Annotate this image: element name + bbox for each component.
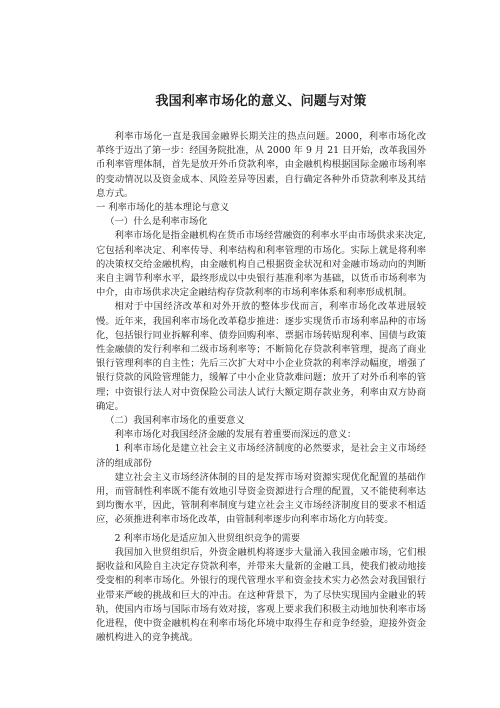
point-heading-2: 2 利率市场化是适应加入世贸组织竞争的需要 [114, 532, 301, 544]
paragraph-definition: 利率市场化是指金融机构在货币市场经营融资的利率水平由市场供求来决定,它包括利率决定、利率传导、利率结构和利率管理的市场化。实际上就是将利率的决策权交给金融机构，由金融机构自己根据资金状况和对金融市场动向的判断来自主调节利率水平，最终形成以中央银行基准利率为基础，以货币市场利率为中介，由市场供求决定金融结构存贷款利率的市场利率体系和利率形成机制。 [96, 230, 426, 299]
point-heading-1: 1 利率市场化是建立社会主义市场经济制度的必然要求，是社会主义市场经济的组成部份 [96, 443, 426, 469]
paragraph-intro: 利率市场化一直是我国金融界长期关注的热点问题。2000，利率市场化改革终于迈出了第一步：经国务院批准，从 2000 年 9 月 21 日开始，改革我国外币利率管理体制，首先是放开外币贷款利率，由金融机构根据国际金融市场利率的变动情况以及资金成本、风险差异等因素，自行确定各种外币贷款利率及其结息方式。 [96, 131, 426, 199]
document-title: 我国利率市场化的意义、问题与对策 [155, 94, 367, 109]
paragraph-progress: 相对于中国经济改革和对外开放的整体步伐而言，利率市场化改革进展较慢。近年来，我国利率市场化改革稳步推进：逐步实现货币市场利率品种的市场化，包括银行同业拆解利率、债券回购利率、票据市场转贴现利率、国债与政策性金融债的发行利率和二级市场利率等；不断简化存贷款利率管理，提高了商业银行管理利率的自主性；先后三次扩大对中小企业贷款的利率浮动幅度，增强了银行贷款的风险管理能力，缓解了中小企业贷款难问题；放开了对外币利率的管理；中资银行法人对中资保险公司法人试行大额定期存款业务，利率由双方协商确定。 [96, 301, 426, 412]
document-body [96, 130, 426, 645]
paragraph-point-1: 建立社会主义市场经济体制的目的是发挥市场对资源实现优化配置的基础作用，而管制性利率既不能有效地引导资金资源进行合理的配置，又不能使利率达到均衡水平，因此，管制利率制度与建立社会主义市场经济制度目的要求不相适应，必须推进利率市场化改革，由管制利率逐步向利率市场化方向转变。 [96, 471, 426, 526]
section-heading-1: 一 利率市场化的基本理论与意义 [96, 202, 230, 214]
paragraph-significance-intro: 利率市场化对我国经济金融的发展有着重要而深远的意义： [114, 429, 357, 441]
subsection-heading-2: （二）我国利率市场化的重要意义 [105, 415, 245, 427]
paragraph-point-2: 我国加入世贸组织后，外资金融机构将逐步大量涌入我国金融市场，它们根据收益和风险自主决定存贷款利率，并带来大量新的金融工具，使我们被动地接受变相的利率市场化。外银行的现代管理水平和资金技术实力必然会对我国银行业带来严峻的挑战和巨大的冲击。在这种背景下，为了尽快实现国内金融业的转轨，使国内市场与国际市场有效对接，客观上要求我们积极主动地加快利率市场化进程，使中资金融机构在利率市场化环境中取得生存和竞争经验，迎接外资金融机构进入的竞争挑战。 [96, 546, 426, 644]
subsection-heading-1: （一）什么是利率市场化 [105, 216, 208, 228]
